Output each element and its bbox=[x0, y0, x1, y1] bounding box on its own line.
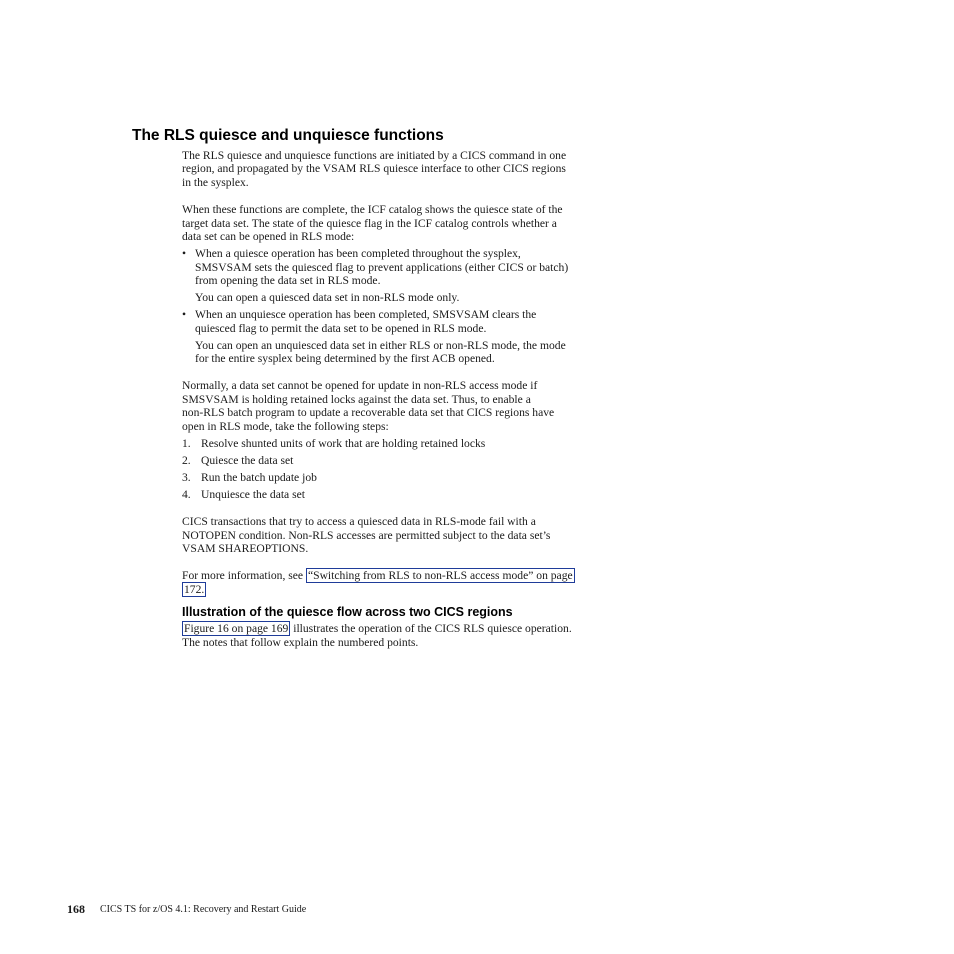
bullet-note: You can open an unquiesced data set in either RLS or non-RLS mode, the mode bbox=[195, 339, 566, 352]
step-number: 4. bbox=[182, 488, 191, 501]
text-line: non-RLS batch program to update a recoverable data set that CICS regions have bbox=[182, 406, 555, 419]
switching-rls-link[interactable]: “Switching from RLS to non-RLS access mode” on page bbox=[307, 569, 573, 582]
bullet-marker: • bbox=[182, 247, 187, 260]
text-line: When these functions are complete, the ICF catalog shows the quiesce state of the bbox=[182, 203, 563, 216]
step-text: Quiesce the data set bbox=[201, 454, 294, 467]
page-number: 168 bbox=[67, 902, 85, 916]
bullet-note: You can open a quiesced data set in non-RLS mode only. bbox=[195, 291, 460, 304]
step-text: Resolve shunted units of work that are holding retained locks bbox=[201, 437, 486, 450]
text-line: VSAM SHAREOPTIONS. bbox=[182, 542, 309, 555]
figure-paragraph-rest: illustrates the operation of the CICS RLS quiesce operation. bbox=[290, 622, 572, 635]
text-line bbox=[182, 622, 572, 636]
text-line: The RLS quiesce and unquiesce functions are initiated by a CICS command in one bbox=[182, 149, 567, 162]
text-line: open in RLS mode, take the following steps: bbox=[182, 420, 389, 433]
text-line: SMSVSAM is holding retained locks against the data set. Thus, to enable a bbox=[182, 393, 531, 406]
text-line: SMSVSAM sets the quiesced flag to prevent applications (either CICS or batch) bbox=[195, 261, 569, 274]
text-line: from opening the data set in RLS mode. bbox=[195, 274, 381, 287]
text-line: in the sysplex. bbox=[182, 176, 249, 189]
text-line: data set can be opened in RLS mode: bbox=[182, 230, 355, 243]
switching-rls-link-page[interactable]: 172. bbox=[184, 583, 205, 596]
text-line: CICS transactions that try to access a quiesced data in RLS-mode fail with a bbox=[182, 515, 536, 528]
more-info-prefix: For more information, see bbox=[182, 569, 306, 582]
step-number: 1. bbox=[182, 437, 191, 450]
text-line: The notes that follow explain the numbered points. bbox=[182, 636, 419, 649]
footer-title: CICS TS for z/OS 4.1: Recovery and Restart Guide bbox=[100, 904, 307, 915]
text-line: region, and propagated by the VSAM RLS quiesce interface to other CICS regions bbox=[182, 162, 566, 175]
text-line bbox=[182, 583, 206, 597]
text-line: quiesced flag to permit the data set to be opened in RLS mode. bbox=[195, 322, 487, 335]
text-line: NOTOPEN condition. Non-RLS accesses are permitted subject to the data set’s bbox=[182, 529, 551, 542]
step-number: 3. bbox=[182, 471, 191, 484]
figure-16-link[interactable]: Figure 16 on page 169 bbox=[184, 622, 289, 635]
text-line: target data set. The state of the quiesce flag in the ICF catalog controls whether a bbox=[182, 217, 557, 230]
text-line: Normally, a data set cannot be opened for update in non-RLS access mode if bbox=[182, 379, 538, 392]
text-line: When a quiesce operation has been completed throughout the sysplex, bbox=[195, 247, 521, 260]
step-text: Run the batch update job bbox=[201, 471, 317, 484]
step-number: 2. bbox=[182, 454, 191, 467]
subsection-heading: Illustration of the quiesce flow across two CICS regions bbox=[182, 605, 513, 619]
bullet-marker: • bbox=[182, 308, 187, 321]
bullet-note: for the entire sysplex being determined by the first ACB opened. bbox=[195, 352, 495, 365]
section-heading: The RLS quiesce and unquiesce functions bbox=[132, 127, 444, 144]
text-line bbox=[182, 569, 575, 583]
text-line: When an unquiesce operation has been completed, SMSVSAM clears the bbox=[195, 308, 537, 321]
step-text: Unquiesce the data set bbox=[201, 488, 305, 501]
